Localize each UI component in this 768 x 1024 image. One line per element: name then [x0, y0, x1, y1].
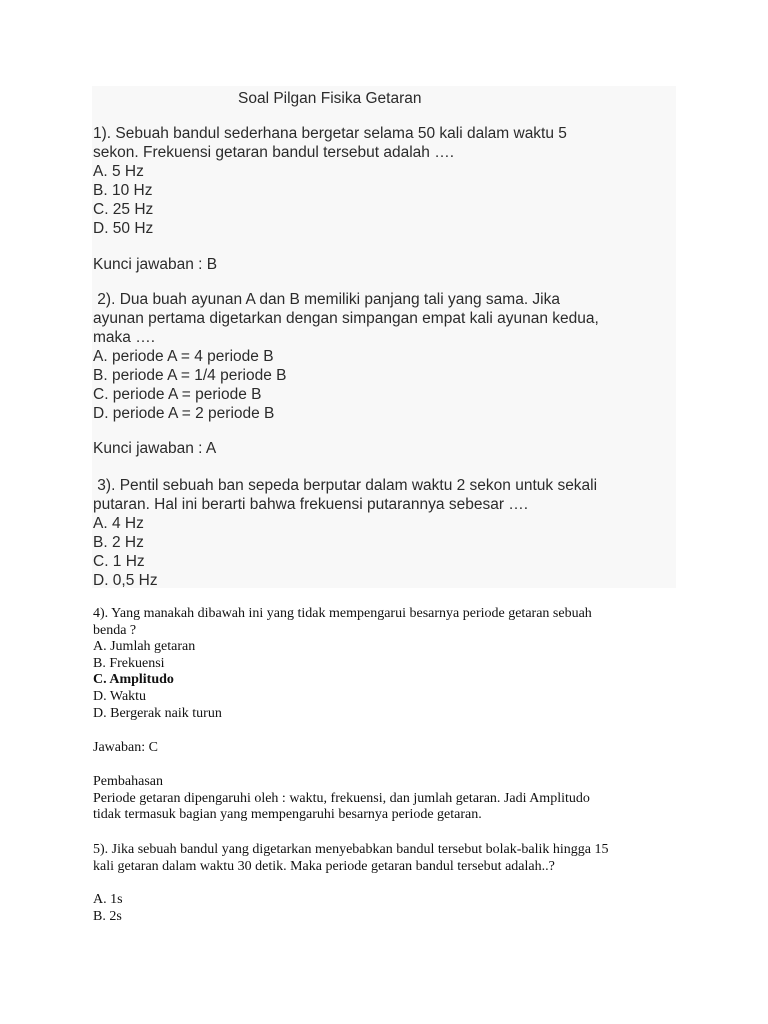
question-text-line: benda ?: [93, 622, 137, 638]
document-title: Soal Pilgan Fisika Getaran: [238, 90, 422, 107]
option-b: B. periode A = 1/4 periode B: [93, 367, 287, 384]
question-3: [93, 476, 673, 590]
option-a: A. periode A = 4 periode B: [93, 348, 274, 365]
option-c-correct: C. Amplitudo: [93, 672, 174, 688]
question-text-line: 3). Pentil sebuah ban sepeda berputar dalam waktu 2 sekon untuk sekali: [93, 477, 598, 494]
question-text-line: 2). Dua buah ayunan A dan B memiliki panjang tali yang sama. Jika: [93, 291, 560, 308]
discussion-line: tidak termasuk bagian yang mempengaruhi besarnya periode getaran.: [93, 807, 482, 823]
option-a: A. 1s: [93, 892, 123, 907]
discussion-4: [93, 774, 673, 824]
option-c: C. periode A = periode B: [93, 386, 262, 403]
question-text-line: maka ….: [93, 329, 156, 346]
question-text-line: 1). Sebuah bandul sederhana bergetar selama 50 kali dalam waktu 5: [93, 125, 567, 142]
answer-key-1: Kunci jawaban : B: [93, 256, 218, 273]
option-d: D. 50 Hz: [93, 220, 154, 237]
option-d: D. periode A = 2 periode B: [93, 405, 275, 422]
option-b: B. Frekuensi: [93, 655, 165, 671]
option-b: B. 10 Hz: [93, 182, 153, 199]
option-d-alt: D. Bergerak naik turun: [93, 705, 222, 721]
answer-4: Jawaban: C: [93, 740, 158, 755]
question-text-line: putaran. Hal ini berarti bahwa frekuensi putarannya sebesar ….: [93, 496, 529, 513]
discussion-line: Periode getaran dipengaruhi oleh : waktu, frekuensi, dan jumlah getaran. Jadi Amplitudo: [93, 790, 590, 806]
question-text-line: 5). Jika sebuah bandul yang digetarkan menyebabkan bandul tersebut bolak-balik hingga 15: [93, 842, 609, 857]
question-2: [93, 290, 673, 423]
question-text-line: 4). Yang manakah dibawah ini yang tidak mempengarui besarnya periode getaran sebuah: [93, 606, 592, 621]
option-b: B. 2 Hz: [93, 534, 144, 551]
question-5: [93, 842, 673, 875]
discussion-heading: Pembahasan: [93, 774, 163, 789]
option-d: D. Waktu: [93, 688, 147, 704]
question-text-line: kali getaran dalam waktu 30 detik. Maka periode getaran bandul tersebut adalah..?: [93, 858, 555, 874]
question-text-line: ayunan pertama digetarkan dengan simpangan empat kali ayunan kedua,: [93, 310, 599, 327]
option-a: A. 5 Hz: [93, 163, 144, 180]
question-text-line: sekon. Frekuensi getaran bandul tersebut adalah ….: [93, 144, 455, 161]
question-4: [93, 606, 673, 722]
answer-key-2: Kunci jawaban : A: [93, 440, 217, 457]
option-a: A. 4 Hz: [93, 515, 144, 532]
question-5-options: [93, 892, 673, 925]
option-c: C. 25 Hz: [93, 201, 154, 218]
question-1: [93, 124, 673, 238]
option-c: C. 1 Hz: [93, 553, 145, 570]
option-d: D. 0,5 Hz: [93, 572, 158, 589]
option-b: B. 2s: [93, 908, 122, 924]
option-a: A. Jumlah getaran: [93, 639, 196, 655]
